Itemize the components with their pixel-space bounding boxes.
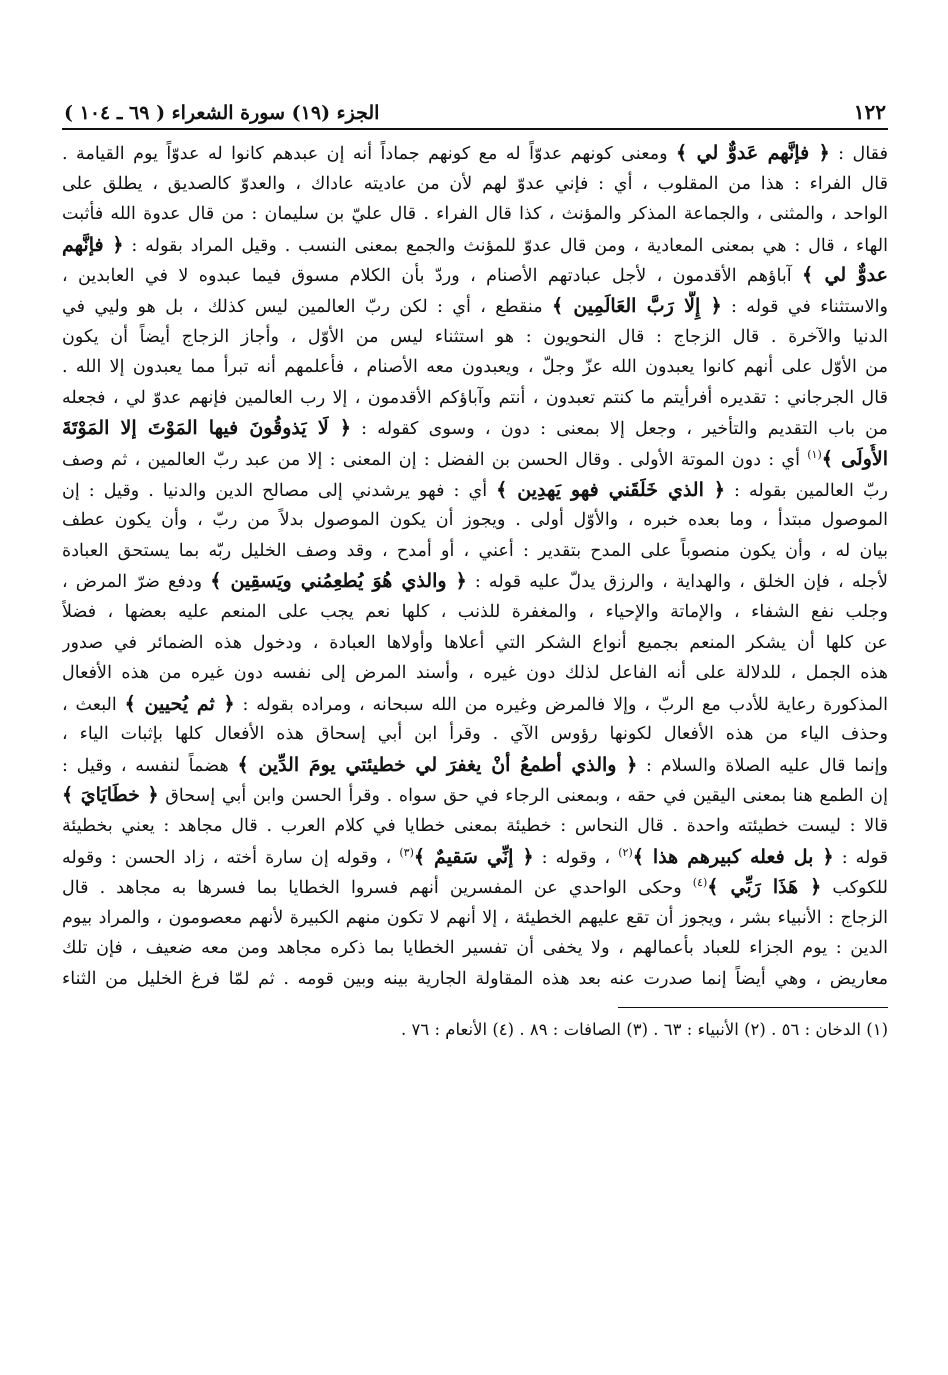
text-segment: فقال : — [829, 144, 888, 164]
text-segment: أي : دون الموتة الأولى . وقال الحسن بن الفضل : إن المعنى : إلا من عبد ربّ العالمين ، ثم وصف — [62, 449, 808, 470]
text-segment: أي : فهو يرشدني إلى مصالح الدين والدنيا . وقيل : إن — [62, 480, 497, 501]
text-line — [62, 842, 888, 873]
text-line — [62, 536, 888, 567]
text-segment: معاريض ، وهي أيضاً إنما صدرت عنه بعد هذه المقاولة الجارية بينه وبين قومه . ثم لمّا فرغ الخليل من الثناء — [62, 969, 888, 990]
quran-quote: ﴿ فإنَّهم عَدوٌّ لي ﴾ — [676, 142, 830, 164]
text-segment: من الأوّل على أنهم كانوا يعبدون الله عزّ وجلّ ، ويعبدون معه الأصنام ، فأعلمهم أنه تبرأ مما يعبدون إلا الله . — [62, 357, 888, 378]
text-segment: ، وقوله : — [533, 847, 619, 868]
quran-quote: ﴿ خطَايَايَ ﴾ — [62, 784, 159, 807]
text-line — [62, 444, 888, 475]
text-segment: وحذف الياء من هذه الأفعال لكونها رؤوس الآي . وقرأ ابن أبي إسحاق هذه الأفعال كلها بإثبات الياء ، — [62, 724, 888, 745]
text-segment: الهاء ، قال : هي بمعنى المعادية ، ومن قال عدوّ للمؤنث والجمع بمعنى النسب . وقيل المراد بقوله : — [123, 235, 888, 256]
text-segment: للكوكب — [821, 878, 888, 899]
text-segment: المذكورة رعاية للأدب مع الربّ ، وإلا فالمرض وغيره من الله سبحانه ، ومراده بقوله : — [234, 694, 888, 715]
quran-quote: ﴿ لَا يَذوقُونَ فيها المَوْتَ إلا المَوْتَةَ — [62, 417, 351, 440]
text-segment: إن الطمع هنا بمعنى اليقين في حقه ، وبمعنى الرجاء في حق سواه . وقرأ الحسن وابن أبي إسحاق — [158, 786, 888, 807]
text-segment: آباؤهم الأقدمون ، لأجل عبادتهم الأصنام ، وردّ بأن الكلام مسوق فيما عبدوه لا في العابدين ، — [62, 266, 802, 287]
quran-quote: ﴿ والذي هُوَ يُطعِمُني ويَسقِين ﴾ — [210, 570, 467, 593]
text-segment: وإنما قال عليه الصلاة والسلام : — [637, 755, 888, 776]
text-segment: قوله : — [833, 847, 888, 868]
text-line — [62, 413, 888, 444]
quran-quote: ﴿ إنِّي سَقيمٌ ﴾ — [413, 845, 534, 868]
text-line — [62, 903, 888, 934]
footnote-divider — [618, 1007, 888, 1008]
text-segment: قال الفراء : هذا من المقلوب ، أي : فإني عدوّ لهم لأن من عاديته عاداك ، والعدوّ كالصديق ، يطلق على — [62, 173, 888, 194]
text-line — [62, 199, 888, 230]
footnote-marker: (٤) — [692, 876, 708, 890]
text-segment: لأجله ، فإن الخلق ، والهداية ، والرزق يدلّ عليه قوله : — [466, 572, 888, 593]
text-segment: ومعنى كونهم عدوّاً له مع كونهم جماداً أنه إن عبدهم كانوا له عدوّاً يوم القيامة . — [62, 144, 677, 164]
text-line — [62, 566, 888, 597]
text-segment: من باب التقديم والتأخير ، وجعل إلا بمعنى : دون ، وسوى كقوله : — [351, 419, 888, 440]
text-segment: قالا : ليست خطيئته واحدة . قال النحاس : خطيئة بمعنى خطايا في كلام العرب . قال مجاهد : يعني بخطيئة — [62, 816, 888, 837]
quran-quote: ﴿ بل فعله كبيرهم هذا ﴾ — [632, 845, 834, 868]
text-segment: والاستثناء في قوله : — [721, 296, 888, 317]
text-line — [62, 169, 888, 200]
quran-quote: ﴿ فإنَّهم — [62, 233, 124, 256]
text-line — [62, 689, 888, 720]
text-line — [62, 933, 888, 964]
text-segment: الدين : يوم الجزاء للعباد بأعمالهم ، ولا يخفى أن تفسير الخطايا بما ذكره مجاهد ومن معه ضعيف ، فإن تلك — [62, 938, 888, 959]
quran-quote: ﴿ والذي أطمعُ أنْ يغفرَ لي خطيئتي يومَ الدِّين ﴾ — [237, 753, 638, 776]
footnote-marker: (١) — [807, 448, 822, 462]
text-segment: بيان له ، وأن يكون منصوباً على المدح بتقدير : أعني ، أو أمدح ، وقد وصف الخليل ربّه بما يستحق العبادة — [62, 540, 888, 561]
running-title: الجزء (١٩) سورة الشعراء ( ٦٩ ـ ١٠٤ ) — [64, 102, 380, 124]
text-line — [62, 780, 888, 811]
text-segment: الزجاج : الأنبياء بشر ، ويجوز أن تقع عليهم الخطيئة ، إلا أنهم لا تكون منهم الكبيرة لأنهم معصومون ، والمراد بيوم — [62, 907, 888, 928]
quran-quote: ﴿ هَذَا رَبِّي ﴾ — [707, 876, 822, 899]
text-segment: وجلب نفع الشفاء ، والإماتة والإحياء ، والمغفرة للذنب ، كلها نعم يجب على المنعم عليه بعضها ، فضلاً — [62, 601, 888, 622]
text-line — [62, 719, 888, 750]
text-segment: هذه الجمل ، للدلالة على أنه الفاعل لذلك دون غيره ، وأسند المرض إلى نفسه دون غيره من هذه الأفعال — [62, 663, 888, 684]
text-line — [62, 291, 888, 322]
text-line — [62, 260, 888, 291]
text-line — [62, 811, 888, 842]
text-segment: منقطع ، أي : لكن ربّ العالمين ليس كذلك ، بل هو وليي في — [62, 296, 552, 317]
text-segment: ربّ العالمين بقوله : — [725, 480, 888, 501]
text-segment: ، وقوله إن سارة أخته ، زاد الحسن : وقوله — [62, 847, 400, 868]
text-line — [62, 505, 888, 536]
page-header — [62, 94, 888, 130]
quran-quote: عدوٌّ لي ﴾ — [801, 264, 888, 287]
body-text — [62, 138, 888, 995]
text-line — [62, 383, 888, 414]
text-line — [62, 352, 888, 383]
text-segment: عن كلها أن يشكر المنعم بجميع أنواع الشكر التي أعلاها وأولاها العبادة ، ودخول هذه الضمائر في صدور — [62, 632, 888, 653]
page-number: ١٢٢ — [853, 100, 886, 124]
text-line — [62, 322, 888, 353]
text-line — [62, 475, 888, 506]
text-segment: الموصول مبتدأ ، وما بعده خبره ، والأوّل أولى . ويجوز أن يكون الموصول بدلاً من ربّ ، وأن يكون عطف — [62, 510, 888, 531]
text-segment: هضماً لنفسه ، وقيل : — [62, 755, 238, 776]
text-segment: الواحد ، والمثنى ، والجماعة المذكر والمؤنث ، كذا قال الفراء . قال عليّ بن سليمان : من قال عدوة الله فأثبت — [62, 204, 888, 225]
text-line — [62, 230, 888, 261]
text-line — [62, 597, 888, 628]
footnote-marker: (٢) — [618, 845, 633, 859]
footnote-marker: (٣) — [399, 845, 414, 859]
text-line — [62, 872, 888, 903]
quran-quote: ﴿ ثم يُحيين ﴾ — [124, 692, 235, 715]
text-segment: وحكى الواحدي عن المفسرين أنهم فسروا الخطايا بما فسرها به مجاهد . قال — [62, 878, 693, 899]
text-line — [62, 964, 888, 995]
quran-quote: ﴿ الذي خَلَقَني فهو يَهدِين ﴾ — [496, 478, 726, 501]
quran-quote: الأُولَى ﴾ — [821, 447, 888, 470]
text-line — [62, 658, 888, 689]
text-line — [62, 628, 888, 659]
footnotes: (١) الدخان : ٥٦ . (٢) الأنبياء : ٦٣ . (٣) الصافات : ٨٩ . (٤) الأنعام : ٧٦ . — [401, 1019, 888, 1039]
text-line — [62, 138, 888, 169]
text-segment: الدنيا والآخرة . قال الزجاج : قال النحويون : هو استثناء ليس من الأوّل ، وأجاز الزجاج أيضاً أن يكون — [62, 326, 888, 347]
text-segment: قال الجرجاني : تقديره أفرأيتم ما كنتم تعبدون ، أنتم وآباؤكم الأقدمون ، إلا رب العالمين فإنهم عدوّ لي ، فجعله — [62, 387, 888, 408]
quran-quote: ﴿ إِلَّا رَبَّ العَالَمِين ﴾ — [551, 294, 722, 317]
text-segment: ودفع ضرّ المرض ، — [62, 572, 211, 593]
book-page — [62, 94, 888, 1042]
text-line — [62, 750, 888, 781]
text-segment: البعث ، — [62, 694, 125, 715]
